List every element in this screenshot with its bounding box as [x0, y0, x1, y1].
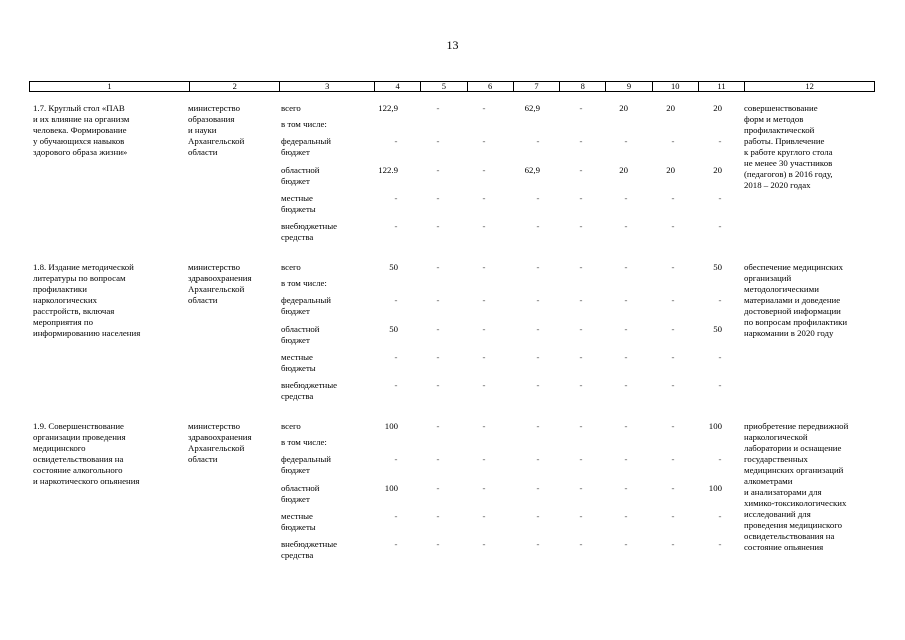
column-number: 5 — [421, 82, 467, 92]
funding-value: - — [482, 324, 486, 334]
funding-value: - — [718, 539, 722, 549]
executor: министерство образования и науки Архангельской области — [188, 103, 245, 157]
funding-value: - — [536, 352, 540, 362]
funding-value: - — [579, 380, 583, 390]
funding-value: - — [718, 193, 722, 203]
column-number: 7 — [513, 82, 559, 92]
funding-value: 20 — [713, 103, 722, 113]
funding-value: - — [482, 483, 486, 493]
funding-value: 100 — [708, 421, 722, 431]
column-number: 8 — [560, 82, 606, 92]
funding-value: - — [579, 221, 583, 231]
funding-source-label: местные бюджеты — [281, 193, 316, 214]
funding-value: - — [579, 539, 583, 549]
funding-value: - — [624, 539, 628, 549]
funding-value: - — [536, 295, 540, 305]
funding-source-label: федеральный бюджет — [281, 454, 331, 475]
funding-value: - — [718, 221, 722, 231]
funding-value: - — [482, 136, 486, 146]
funding-source-label: всего — [281, 421, 301, 431]
funding-value: - — [482, 262, 486, 272]
funding-value: - — [671, 539, 675, 549]
funding-value: - — [579, 324, 583, 334]
funding-value: - — [671, 136, 675, 146]
funding-value: - — [482, 193, 486, 203]
funding-source-label: в том числе: — [281, 437, 327, 447]
funding-value: - — [579, 454, 583, 464]
funding-value: - — [436, 511, 440, 521]
funding-value: - — [436, 193, 440, 203]
funding-value: - — [482, 539, 486, 549]
funding-value: - — [671, 221, 675, 231]
funding-value: - — [394, 193, 398, 203]
funding-source-label: областной бюджет — [281, 483, 320, 504]
funding-value: 122,9 — [378, 103, 398, 113]
funding-value: - — [624, 454, 628, 464]
funding-value: 20 — [713, 165, 722, 175]
funding-source-label: внебюджетные средства — [281, 380, 338, 401]
funding-source-label: федеральный бюджет — [281, 295, 331, 316]
executor: министерство здравоохранения Архангельской области — [188, 262, 252, 305]
funding-value: - — [624, 511, 628, 521]
funding-value: - — [536, 193, 540, 203]
funding-value: - — [394, 221, 398, 231]
expected-result: совершенствование форм и методов профилактической работы. Привлечение к работе круглого стола не менее 30 участников (педагогов) в 2016 году, 2018 – 2020 годах — [744, 103, 833, 190]
funding-value: - — [579, 165, 583, 175]
funding-value: - — [624, 421, 628, 431]
funding-value: 62,9 — [524, 165, 540, 175]
column-number: 4 — [375, 82, 421, 92]
measure-title: 1.8. Издание методической литературы по вопросам профилактики наркологических расстройств, включая мероприятия по информированию населения — [33, 262, 141, 338]
funding-value: - — [536, 136, 540, 146]
funding-source-label: областной бюджет — [281, 324, 320, 345]
funding-value: - — [394, 380, 398, 390]
funding-value: - — [671, 324, 675, 334]
funding-value: - — [536, 324, 540, 334]
funding-value: 20 — [666, 165, 675, 175]
funding-value: - — [394, 511, 398, 521]
funding-value: - — [671, 380, 675, 390]
funding-source-label: в том числе: — [281, 278, 327, 288]
funding-value: - — [394, 454, 398, 464]
funding-value: - — [624, 352, 628, 362]
funding-value: - — [482, 352, 486, 362]
funding-source-label: в том числе: — [281, 119, 327, 129]
funding-value: - — [436, 295, 440, 305]
column-number: 11 — [698, 82, 744, 92]
funding-value: - — [536, 511, 540, 521]
funding-value: - — [436, 262, 440, 272]
funding-value: - — [536, 380, 540, 390]
funding-value: 50 — [389, 262, 398, 272]
funding-value: - — [436, 221, 440, 231]
column-number-header — [29, 81, 875, 92]
column-number: 10 — [652, 82, 698, 92]
funding-value: - — [579, 483, 583, 493]
funding-source-label: местные бюджеты — [281, 352, 316, 373]
funding-value: - — [579, 421, 583, 431]
column-number: 1 — [30, 82, 190, 92]
funding-value: - — [579, 352, 583, 362]
funding-value: - — [624, 136, 628, 146]
funding-value: - — [436, 539, 440, 549]
funding-value: - — [579, 262, 583, 272]
funding-value: - — [671, 511, 675, 521]
funding-value: 100 — [384, 483, 398, 493]
expected-result: приобретение передвижной наркологической лаборатории и оснащение государственных медицинских организаций алкометрами и анализаторами для химико-токсикологических исследований для проведения медицинского освидетельствования на состояние опьянения — [744, 421, 849, 552]
funding-value: - — [436, 352, 440, 362]
funding-value: 20 — [666, 103, 675, 113]
funding-value: - — [671, 295, 675, 305]
funding-source-label: местные бюджеты — [281, 511, 316, 532]
funding-value: - — [579, 193, 583, 203]
funding-source-label: всего — [281, 262, 301, 272]
funding-value: - — [394, 352, 398, 362]
funding-value: 62,9 — [524, 103, 540, 113]
funding-source-label: всего — [281, 103, 301, 113]
column-number: 2 — [189, 82, 280, 92]
funding-value: - — [624, 295, 628, 305]
funding-value: - — [482, 103, 486, 113]
funding-value: - — [482, 421, 486, 431]
funding-value: 100 — [708, 483, 722, 493]
funding-value: - — [536, 539, 540, 549]
funding-value: - — [536, 262, 540, 272]
funding-value: - — [671, 193, 675, 203]
funding-value: - — [718, 352, 722, 362]
funding-value: - — [482, 221, 486, 231]
column-number: 6 — [467, 82, 513, 92]
funding-value: - — [671, 352, 675, 362]
funding-value: - — [394, 136, 398, 146]
funding-value: - — [579, 511, 583, 521]
funding-value: - — [624, 193, 628, 203]
measure-title: 1.7. Круглый стол «ПАВ и их влияние на организм человека. Формирование у обучающихся навыков здорового образа жизни» — [33, 103, 130, 157]
funding-source-label: внебюджетные средства — [281, 221, 338, 242]
funding-value: - — [718, 295, 722, 305]
expected-result: обеспечение медицинских организаций методологическими материалами и доведение достоверной информации по вопросам профилактики наркомании в 2020 году — [744, 262, 848, 338]
funding-source-label: внебюджетные средства — [281, 539, 338, 560]
funding-value: - — [624, 380, 628, 390]
funding-value: 50 — [713, 262, 722, 272]
funding-value: - — [436, 380, 440, 390]
measure-title: 1.9. Совершенствование организации проведения медицинского освидетельствования на состояние алкогольного и наркотического опьянения — [33, 421, 140, 486]
funding-value: - — [718, 454, 722, 464]
funding-value: - — [671, 454, 675, 464]
funding-value: - — [436, 136, 440, 146]
funding-value: - — [579, 295, 583, 305]
column-number: 9 — [606, 82, 652, 92]
funding-value: - — [436, 103, 440, 113]
funding-value: - — [624, 483, 628, 493]
funding-value: - — [436, 421, 440, 431]
funding-value: - — [671, 262, 675, 272]
column-number: 12 — [745, 82, 875, 92]
funding-value: 50 — [389, 324, 398, 334]
funding-value: 122.9 — [378, 165, 398, 175]
funding-value: - — [536, 454, 540, 464]
funding-value: 20 — [619, 165, 628, 175]
funding-value: - — [624, 324, 628, 334]
funding-value: - — [394, 539, 398, 549]
funding-value: - — [536, 483, 540, 493]
funding-value: - — [718, 511, 722, 521]
funding-value: 100 — [384, 421, 398, 431]
column-number: 3 — [280, 82, 375, 92]
funding-value: - — [671, 483, 675, 493]
funding-value: - — [482, 380, 486, 390]
funding-value: - — [671, 421, 675, 431]
funding-value: 50 — [713, 324, 722, 334]
funding-value: - — [436, 324, 440, 334]
funding-value: - — [436, 165, 440, 175]
funding-value: - — [579, 136, 583, 146]
funding-source-label: федеральный бюджет — [281, 136, 331, 157]
page-number: 13 — [446, 38, 459, 52]
funding-source-label: областной бюджет — [281, 165, 320, 186]
funding-value: - — [624, 262, 628, 272]
funding-value: - — [718, 136, 722, 146]
funding-value: 20 — [619, 103, 628, 113]
executor: министерство здравоохранения Архангельской области — [188, 421, 252, 464]
funding-value: - — [536, 421, 540, 431]
funding-value: - — [436, 483, 440, 493]
funding-value: - — [482, 165, 486, 175]
funding-value: - — [482, 511, 486, 521]
funding-value: - — [718, 380, 722, 390]
funding-value: - — [394, 295, 398, 305]
funding-value: - — [579, 103, 583, 113]
funding-value: - — [482, 454, 486, 464]
funding-value: - — [624, 221, 628, 231]
funding-value: - — [436, 454, 440, 464]
funding-value: - — [482, 295, 486, 305]
funding-value: - — [536, 221, 540, 231]
